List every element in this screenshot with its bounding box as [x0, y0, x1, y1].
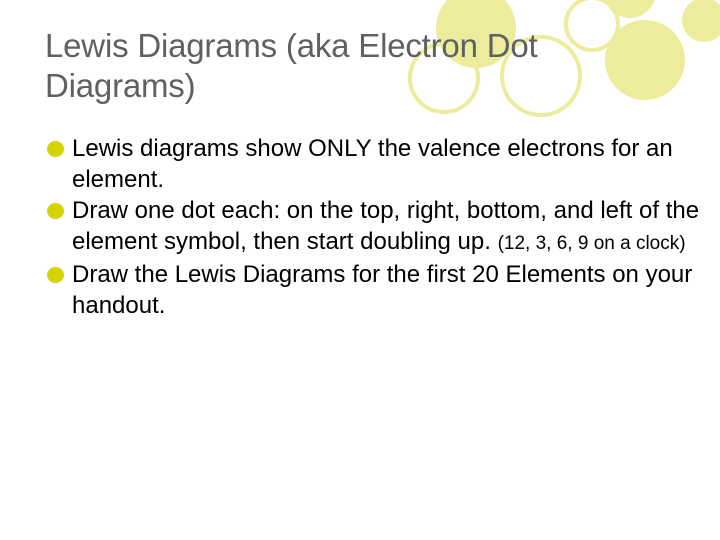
bullet-text: Lewis diagrams show ONLY the valence electrons for an element.: [72, 135, 673, 193]
title-line-1: Lewis Diagrams (aka Electron Dot: [45, 27, 538, 64]
bullet-text: Draw the Lewis Diagrams for the first 20 Elements on your handout.: [72, 261, 693, 319]
bullet-dot-icon: [47, 141, 64, 157]
bullet-text: Draw one dot each: on the top, right, bottom, and left of the element symbol, then start doubling up.: [72, 197, 700, 255]
bullet-note: (12, 3, 6, 9 on a clock): [497, 233, 686, 254]
bullet-dot-icon: [47, 203, 64, 219]
slide-title: [45, 26, 665, 106]
title-line-2: Diagrams): [45, 67, 196, 104]
circle-filled-4: [682, 0, 720, 42]
bullet-list: [47, 133, 707, 321]
bullet-item-valence: [47, 133, 707, 195]
bullet-item-handout: [47, 259, 707, 321]
circle-filled-3: [604, 0, 656, 18]
bullet-dot-icon: [47, 267, 64, 283]
bullet-item-draw-dots: [47, 195, 707, 259]
